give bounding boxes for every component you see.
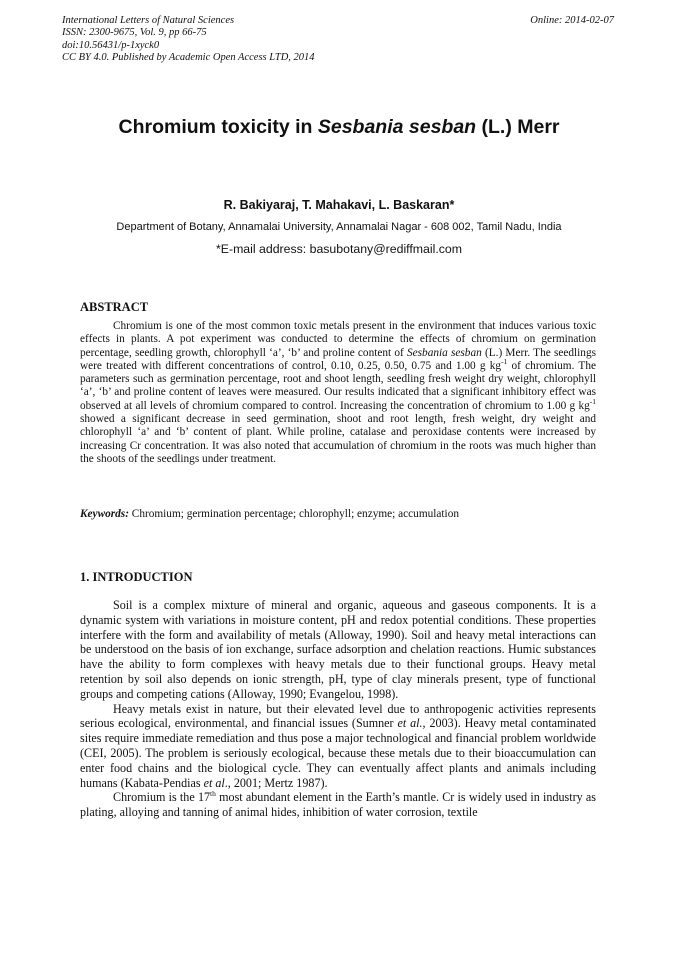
title-suffix: (L.) Merr	[476, 116, 560, 138]
abstract-heading: ABSTRACT	[80, 300, 149, 314]
abstract-text-2: (L.) Merr. The seedlings were treated with different concentrations of control, 0.10, 0.25, 0.50, 0.75 and 1.00 g kg	[80, 346, 596, 372]
intro-p2-text-b: 2003). Heavy metal contaminated sites require immediate remediation and thus pose a major technological and financial problem worldwide (CEI, 2005). The problem is seriously ecological, because these metals due to their bioaccumulation can enter food chains and the biological cycle. They can eventually affect plants and animals including humans (Kabata-Pendias	[80, 716, 596, 790]
intro-paragraph-2	[80, 702, 596, 791]
keywords-colon: :	[125, 508, 129, 520]
title-text: Chromium toxicity in	[118, 116, 318, 138]
abstract-text-4: showed a significant decrease in seed germination, shoot and root length, fresh weight, dry weight and chlorophyll ‘a’ and ‘b’ content of plant. While proline, catalase and peroxidase contents were increased by increasing Cr concentration. It was also noted that accumulation of chromium in the roots was much higher than the shoots of the seedlings under treatment.	[80, 413, 596, 465]
keywords	[80, 508, 600, 520]
email[interactable]: *E-mail address: basubotany@rediffmail.com	[215, 242, 462, 256]
keywords-label: Keywords	[80, 508, 126, 520]
license: CC BY 4.0. Published by Academic Open Access LTD, 2014	[62, 51, 315, 63]
intro-p2-etal-1: et al.,	[397, 716, 426, 731]
abstract-sup-2: -1	[589, 396, 596, 406]
journal-header	[62, 15, 315, 64]
online-date: Online: 2014-02-07	[530, 15, 614, 26]
issn: ISSN: 2300-9675, Vol. 9, pp 66-75	[62, 27, 207, 39]
doi: doi:10.56431/p-1xyck0	[62, 39, 160, 51]
abstract-text-1: Chromium is one of the most common toxic metals present in the environment that induces various toxic effects in plants. A pot experiment was conducted to determine the effects of chromium on germination percentage, seedling growth, chlorophyll ‘a’, ‘b’ and proline content of	[80, 320, 596, 359]
affiliation: Department of Botany, Annamalai University, Annamalai Nagar - 608 002, Tamil Nadu, India	[116, 221, 562, 233]
intro-p3-sup: th	[210, 789, 216, 799]
authors: R. Bakiyaraj, T. Mahakavi, L. Baskaran*	[223, 198, 455, 212]
intro-paragraph-1: Soil is a complex mixture of mineral and organic, aqueous and gaseous components. It is a dynamic system with variations in moisture content, pH and redox potential conditions. These properties interfere with the form and availability of metals (Alloway, 1990). Soil and heavy metal interactions can be understood on the basis of ion exchange, surface adsorption and chelation reactions. Humic substances have the ability to form complexes with heavy metals due to their functional groups. Heavy metal retention by soil also depends on ionic strength, pH, type of clay minerals present, type of functional groups and competing cations (Alloway, 1990; Evangelou, 1998).	[80, 598, 596, 701]
paper-title	[0, 116, 678, 139]
abstract-body	[80, 320, 596, 466]
abstract-sup-1: -1	[501, 356, 508, 366]
intro-p3-text-a: Chromium is the 17	[113, 790, 211, 805]
journal-name: International Letters of Natural Sciences	[62, 15, 235, 26]
keywords-text: Chromium; germination percentage; chlorophyll; enzyme; accumulation	[128, 508, 459, 520]
abstract-text-3: of chromium. The parameters such as germination percentage, root and shoot length, seedling fresh weight dry weight, chlorophyll ‘a’, ‘b’ and proline content of leaves were measured. Our results indicated that a significant inhibitory effect was observed at all levels of chromium compared to control. Increasing the concentration of chromium to 1.00 g kg	[80, 359, 596, 412]
intro-p3-text-b: most abundant element in the Earth’s mantle. Cr is widely used in industry as plating, alloying and tanning of animal hides, inhibition of water corrosion, textile	[80, 790, 596, 820]
intro-p2-etal-2: et al	[203, 775, 225, 790]
intro-p2-text-c: ., 2001; Mertz 1987).	[224, 775, 328, 790]
title-species: Sesbania sesban	[317, 116, 477, 138]
introduction-heading: 1. INTRODUCTION	[80, 570, 193, 584]
introduction-body	[80, 598, 596, 820]
abstract-species: Sesbania sesban	[407, 346, 482, 359]
intro-paragraph-3	[80, 790, 596, 820]
intro-p2-text-a: Heavy metals exist in nature, but their elevated level due to anthropogenic activities represents serious ecological, environmental, and financial issues (Sumner	[80, 701, 596, 731]
